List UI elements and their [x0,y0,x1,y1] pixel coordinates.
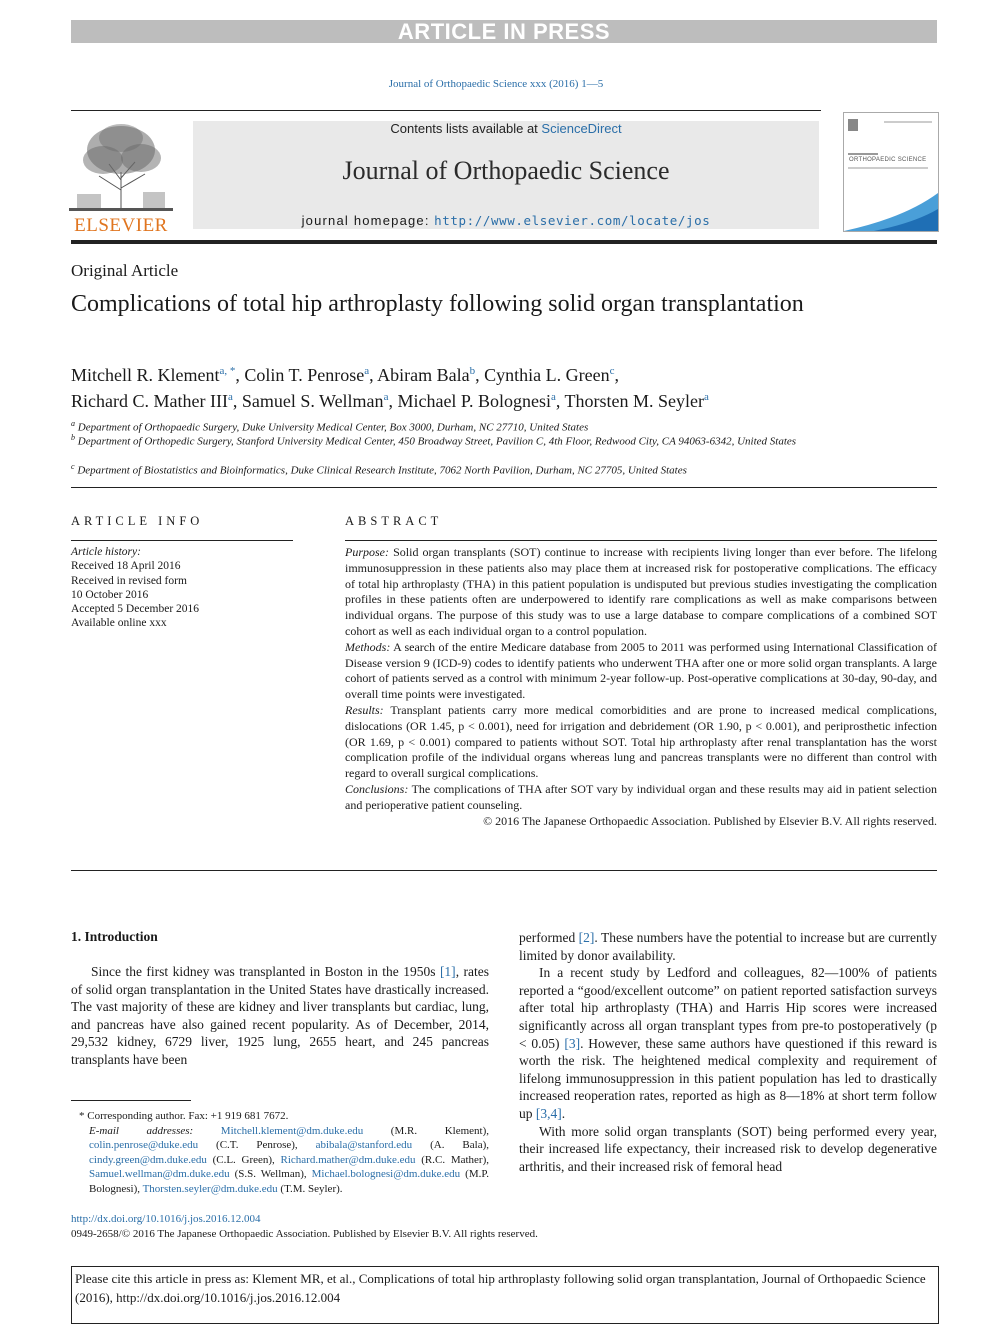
corresponding-author: * Corresponding author. Fax: +1 919 681 7672. [79,1110,289,1122]
journal-homepage: journal homepage: http://www.elsevier.com/locate/jos [301,213,711,228]
citation-box: Please cite this article in press as: Klement MR, et al., Complications of total hip arthroplasty following solid organ transplantation, Journal of Orthopaedic Science (2016), http://dx.doi.org/10.1016/j.jos.2016.12.004 [71,1266,939,1324]
article-history: Article history: Received 18 April 2016 Received in revised form 10 October 2016 Accepted 5 December 2016 Available online xxx [71,546,200,630]
cover-title: ORTHOPAEDIC SCIENCE [849,157,927,163]
author-list [71,360,937,412]
author[interactable]: Cynthia L. Green$^c$, [484,365,619,385]
doi-link[interactable]: http://dx.doi.org/10.1016/j.jos.2016.12.004 [71,1213,261,1225]
author[interactable]: Michael P. Bolognesi$^a$, [397,391,565,411]
contents-line: Contents lists available at ScienceDirect [390,121,622,136]
issn-line: 0949-2658/© 2016 The Japanese Orthopaedic Association. Published by Elsevier B.V. All rights reserved. [71,1228,538,1240]
affiliation: $^c$ Department of Biostatistics and Bioinformatics, Duke Clinical Research Institute, 7062 North Pavilion, Durham, NC 27705, United States [71,462,687,477]
abstract-body: Purpose: Solid organ transplants (SOT) continue to increase with recipients living longer than ever before. The lifelong immunosuppression in these patients also may place them at increased risk for postoperative complications. The efficacy of total hip arthroplasty (THA) in this patient population is undisputed but previous studies investigating the complication profiles in these patients often are underpowered to identify rare complications as well as make comparisons between individual organs. The purpose of this study was to use a large database to compare complications of a combined SOT cohort as well as each individual organ to a control population. Methods: A search of the entire Medicare database from 2005 to 2011 was performed using International Classification of Disease version 9 (ICD-9) codes to identify patients who underwent THA after one or more solid organ transplants. A large cohort of patients served as a control with minimum 2-year follow-up. Post-operative complications at 30-day, 90-day, and overall time points were investigated. Results: Transplant patients carry more medical comorbidities and are prone to increased medical complications, dislocations (OR 1.45, p < 0.001), need for irrigation and debridement (OR 1.90, p < 0.001), and periprosthetic infection (OR 1.69, p < 0.001) compared to patients without SOT. Total hip arthroplasty after renal transplantation has the worst complication profile of the individual organs whereas lung and pancreas transplants were no different than control with regard to overall surgical complications. Conclusions: The complications of THA after SOT vary by individual organ and these results may aid in patient selection and perioperative patient counseling. © 2016 The Japanese Orthopaedic Association. Published by Elsevier B.V. All rights reserved. [345,545,938,828]
email-link[interactable]: colin.penrose@duke.edu [89,1139,199,1151]
copyright-line: © 2016 The Japanese Orthopaedic Association. Published by Elsevier B.V. All rights reserved. [483,813,937,828]
author[interactable]: Mitchell R. Klement$^{a, *}$, [71,365,245,385]
article-title: Complications of total hip arthroplasty following solid organ transplantation [71,291,804,317]
email-link[interactable]: Richard.mather@dm.duke.edu [280,1153,416,1166]
abstract-heading: ABSTRACT [345,514,443,528]
sciencedirect-link[interactable]: ScienceDirect [541,121,622,136]
cover-art-icon [844,113,938,231]
email-link[interactable]: Mitchell.klement@dm.duke.edu [220,1124,364,1137]
doi-block [71,1212,538,1242]
email-link[interactable]: Michael.bolognesi@dm.duke.edu [311,1168,461,1180]
reference-link[interactable]: [3] [564,1035,581,1051]
author[interactable]: Richard C. Mather III$^a$, [71,391,242,411]
article-in-press-banner: ARTICLE IN PRESS [71,20,937,43]
footnotes: * Corresponding author. Fax: +1 919 681 7672. E-mail addresses: Mitchell.klement@dm.duke.edu (M.R. Klement), colin.penrose@duke.edu (C.T. Penrose), abibala@stanford.edu (A. Bala), cindy.green@dm.duke.edu (C.L. Green), Richard.mather@dm.duke.edu (R.C. Mather), Samuel.wellman@dm.duke.edu (S.S. Wellman), Michael.bolognesi@dm.duke.edu (M.P. Bolognesi), Thorsten.seyler@dm.duke.edu (T.M. Seyler). [71,1109,489,1196]
homepage-url-link[interactable]: http://www.elsevier.com/locate/jos [434,213,711,228]
journal-title: Journal of Orthopaedic Science [342,156,670,185]
affiliation: $^a$ Department of Orthopaedic Surgery, Duke University Medical Center, Box 3000, Durham, NC 27710, United States [71,419,589,434]
affiliation: $^b$ Department of Orthopedic Surgery, Stanford University Medical Center, 450 Broadway Street, Pavilion C, 4th Floor, Redwood City, CA 94063-6342, United States [71,433,797,448]
author[interactable]: Samuel S. Wellman$^a$, [241,391,398,411]
reference-link[interactable]: [2] [578,930,595,945]
reference-link[interactable]: [3,4] [535,1105,562,1121]
author[interactable]: Colin T. Penrose$^a$, [244,365,378,385]
elsevier-logo [69,120,173,236]
article-info-heading: ARTICLE INFO [71,514,204,528]
journal-reference-link[interactable]: Journal of Orthopaedic Science xxx (2016) 1—5 [388,78,604,90]
reference-link[interactable]: [1] [439,964,456,979]
intro-left-column: Since the first kidney was transplanted in Boston in the 1950s [1], rates of solid organ transplantation in the United States have drastically increased. The vast majority of these are kidney and liver transplants but cardiac, lung, and pancreas have also gained recent popularity. As of December, 2014, 29,532 kidney, 6729 liver, 1925 lung, 2655 heart, and 245 pancreas transplants have been [71,964,489,1067]
article-type: Original Article [71,261,179,280]
section-heading: 1. Introduction [71,929,158,944]
journal-cover-thumbnail[interactable] [843,112,939,232]
email-link[interactable]: Samuel.wellman@dm.duke.edu [89,1168,230,1180]
intro-right-column: performed [2]. These numbers have the potential to increase but are currently limited by donor availability. In a recent study by Ledford and colleagues, 82—100% of patients reported a “good/excellent outcome” on patient reported satisfaction surveys after total hip arthroplasty (THA) and Harris Hip scores were increased significantly across all organ transplant types from pre-to postoperatively (p < 0.05) [3]. However, these same authors have questioned if this reward is worth the risk. The heightened medical complexity and requirement of lifelong immunosuppression in this patient population has led to drastically increased reoperation rates, reported as high as 8—18% at short term follow up [3,4]. With more solid organ transplants (SOT) being performed every year, their increased life expectancy, their increased risk to develop degenerative arthritis, and their increased risk of femoral head [519,930,938,1174]
author[interactable]: Thorsten M. Seyler$^a$ [564,391,709,411]
elsevier-tree-icon [69,120,173,212]
email-link[interactable]: Thorsten.seyler@dm.duke.edu [142,1182,278,1195]
elsevier-wordmark: ELSEVIER [74,215,168,236]
email-link[interactable]: cindy.green@dm.duke.edu [89,1153,207,1166]
email-link[interactable]: abibala@stanford.edu [315,1139,413,1151]
author[interactable]: Abiram Bala$^b$, [377,365,485,385]
